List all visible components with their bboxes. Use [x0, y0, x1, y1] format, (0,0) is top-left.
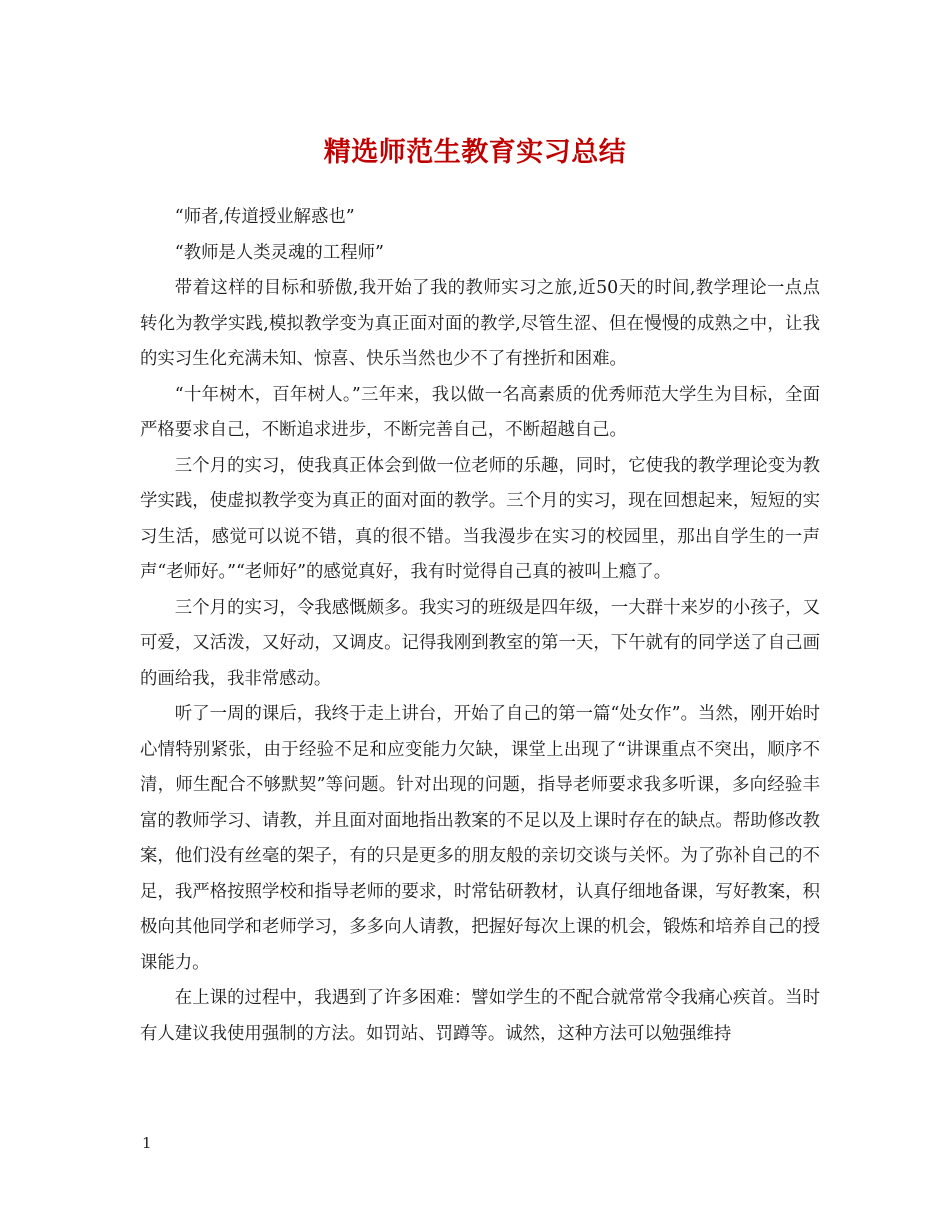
paragraph-intro: 带着这样的目标和骄傲,我开始了我的教师实习之旅,近50天的时间,教学理论一点点转化为教学实践,模拟教学变为真正面对面的教学,尽管生涩、但在慢慢的成熟之中，让我的实习生化充满未知、惊喜、快乐当然也少不了有挫折和困难。: [140, 278, 820, 369]
document-body: [140, 200, 820, 1052]
paragraph-first-lesson: 听了一周的课后，我终于走上讲台，开始了自己的第一篇“处女作”。当然，刚开始时心情特别紧张，由于经验不足和应变能力欠缺，课堂上出现了“讲课重点不突出，顺序不清，师生配合不够默契”等问题。针对出现的问题，指导老师要求我多听课，多向经验丰富的教师学习、请教，并且面对面地指出教案的不足以及上课时存在的缺点。帮助修改教案，他们没有丝毫的架子，有的只是更多的朋友般的亲切交谈与关怀。为了弥补自己的不足，我严格按照学校和指导老师的要求，时常钻研教材，认真仔细地备课，写好教案，积极向其他同学和老师学习，多多向人请教，把握好每次上课的机会，锻炼和培养自己的授课能力。: [140, 704, 820, 973]
quote-2: “教师是人类灵魂的工程师”: [174, 242, 384, 263]
paragraph-class: 三个月的实习，令我感慨颇多。我实习的班级是四年级，一大群十来岁的小孩子，又可爱，又活泼，又好动，又调皮。记得我刚到教室的第一天，下午就有的同学送了自己画的画给我，我非常感动。: [140, 597, 820, 689]
document-title: 精选师范生教育实习总结: [323, 137, 627, 168]
quote-1: “师者,传道授业解惑也”: [174, 207, 355, 227]
page-number: 1: [142, 1134, 152, 1152]
paragraph-experience: 三个月的实习，使我真正体会到做一位老师的乐趣，同时，它使我的教学理论变为教学实践，使虚拟教学变为真正的面对面的教学。三个月的实习，现在回想起来，短短的实习生活，感觉可以说不错，真的很不错。当我漫步在实习的校园里，那出自学生的一声声“老师好。”“老师好”的感觉真好，我有时觉得自己真的被叫上瘾了。: [140, 455, 820, 582]
paragraph-goal: “十年树木，百年树人。”三年来，我以做一名高素质的优秀师范大学生为目标，全面严格要求自己，不断追求进步，不断完善自己，不断超越自己。: [140, 384, 820, 440]
paragraph-difficulties: 在上课的过程中，我遇到了许多困难：譬如学生的不配合就常常令我痛心疾首。当时有人建议我使用强制的方法。如罚站、罚蹲等。诚然，这种方法可以勉强维持: [140, 988, 820, 1044]
